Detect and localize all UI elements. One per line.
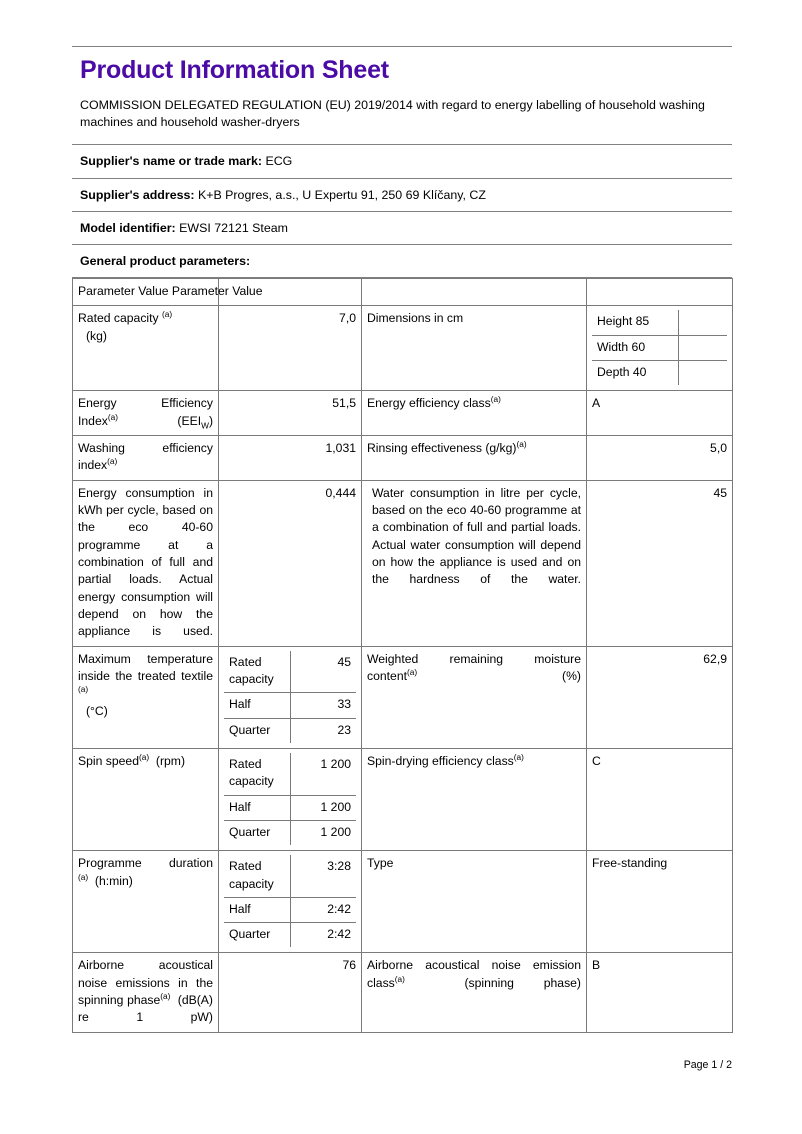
dimension-row-width <box>592 335 727 360</box>
regulation-subtitle: COMMISSION DELEGATED REGULATION (EU) 2019/2014 with regard to energy labelling of household washing machines and household washer-dryers <box>80 97 705 130</box>
rinsing-effectiveness-value: 5,0 <box>587 435 733 480</box>
energy-class-label-text: Energy efficiency class <box>367 396 491 411</box>
water-consumption-value: 45 <box>587 480 733 646</box>
footnote-marker: (a) <box>160 991 171 1002</box>
programme-duration-unit: (h:min) <box>94 873 133 888</box>
max-temp-half-value: 33 <box>290 693 356 718</box>
spin-speed-subtable-cell <box>219 748 362 850</box>
supplier-address-label: Supplier's address: <box>80 187 195 202</box>
spin-drying-class-label <box>362 748 587 850</box>
max-temp-quarter-label: Quarter <box>224 718 290 743</box>
max-temperature-label-text: Maximum temperature inside the treated textile <box>78 651 213 683</box>
dimension-width-value <box>678 335 727 360</box>
spin-half-value: 1 200 <box>290 795 356 820</box>
rated-capacity-label-text: Rated capacity <box>78 311 163 326</box>
dimension-depth-value <box>678 360 727 385</box>
model-identifier-row <box>72 212 732 245</box>
moisture-content-unit: (%) <box>562 668 581 683</box>
max-temperature-subtable-cell <box>219 646 362 748</box>
subrow-half <box>224 795 356 820</box>
supplier-address-value: K+B Progres, a.s., U Expertu 91, 250 69 Klíčany, CZ <box>197 187 486 202</box>
subrow-half <box>224 897 356 922</box>
footnote-marker: (a) <box>394 973 405 984</box>
duration-quarter-label: Quarter <box>224 923 290 948</box>
rated-capacity-unit: (kg) <box>86 328 107 343</box>
footnote-marker: (a) <box>78 684 89 695</box>
type-label: Type <box>362 851 587 953</box>
max-temp-half-label: Half <box>224 693 290 718</box>
subrow-rated-capacity <box>224 753 356 795</box>
page-title: Product Information Sheet <box>80 56 389 84</box>
programme-duration-label <box>73 851 219 953</box>
noise-class-label <box>362 953 587 1032</box>
footnote-marker: (a) <box>490 394 501 405</box>
airborne-noise-label-text: Airborne acoustical noise emissions in the spinning phase <box>78 958 213 1008</box>
spin-drying-class-label-text: Spin-drying efficiency class <box>367 753 514 768</box>
spin-speed-unit: (rpm) <box>155 753 186 768</box>
energy-consumption-value: 0,444 <box>219 480 362 646</box>
eei-subscript: W <box>201 420 209 431</box>
subrow-quarter <box>224 820 356 845</box>
rated-capacity-value: 7,0 <box>219 306 362 391</box>
dimensions-cell <box>587 306 733 391</box>
energy-consumption-label: Energy consumption in kWh per cycle, based on the eco 40-60 programme at a combination of full and partial loads. Actual energy consumption will depend on how the appliance is used. <box>73 480 219 646</box>
table-row-washing-efficiency <box>73 435 733 480</box>
rated-capacity-label <box>73 306 219 391</box>
table-row-energy-consumption <box>73 480 733 646</box>
footnote-marker: (a) <box>406 666 418 677</box>
general-parameters-table <box>72 278 733 1033</box>
max-temperature-unit: (°C) <box>86 703 108 718</box>
table-header-spacer-4 <box>587 278 733 305</box>
water-consumption-label: Water consumption in litre per cycle, based on the eco 40-60 programme at a combination of full and partial loads. Actual water consumption will depend on how the appliance is used and on the hardness of the water. <box>362 480 587 646</box>
spin-half-label: Half <box>224 795 290 820</box>
table-header-spacer-3 <box>362 278 587 305</box>
spin-drying-class-value: C <box>587 748 733 850</box>
footnote-marker: (a) <box>107 411 118 422</box>
airborne-noise-unit: (dB(A) re 1 pW) <box>78 993 213 1025</box>
dimension-row-height <box>592 310 727 335</box>
moisture-content-value: 62,9 <box>587 646 733 748</box>
energy-class-label <box>362 391 587 436</box>
airborne-noise-value: 76 <box>219 953 362 1032</box>
noise-class-phase: (spinning phase) <box>464 975 581 990</box>
washing-efficiency-value: 1,031 <box>219 435 362 480</box>
spin-quarter-label: Quarter <box>224 820 290 845</box>
footnote-marker: (a) <box>513 751 524 762</box>
spin-quarter-value: 1 200 <box>290 820 356 845</box>
washing-efficiency-label <box>73 435 219 480</box>
max-temp-rated-label: Rated capacity <box>224 651 290 693</box>
noise-class-label-text: Airborne acoustical noise emission class <box>367 958 581 990</box>
duration-rated-value: 3:28 <box>290 855 356 897</box>
rinsing-effectiveness-label-text: Rinsing effectiveness (g/kg) <box>367 440 517 455</box>
eei-label <box>73 391 219 436</box>
duration-half-value: 2:42 <box>290 897 356 922</box>
eei-unit-close: ) <box>208 413 213 428</box>
max-temp-quarter-value: 23 <box>290 718 356 743</box>
page-footer: Page 1 / 2 <box>683 1059 732 1071</box>
moisture-content-label <box>362 646 587 748</box>
subrow-rated-capacity <box>224 855 356 897</box>
dimensions-subtable <box>592 310 727 385</box>
spin-rated-label: Rated capacity <box>224 753 290 795</box>
rinsing-effectiveness-label <box>362 435 587 480</box>
airborne-noise-label <box>73 953 219 1032</box>
table-row-eei <box>73 391 733 436</box>
model-identifier-value: EWSI 72121 Steam <box>179 220 288 235</box>
duration-quarter-value: 2:42 <box>290 923 356 948</box>
dimension-height-value <box>678 310 727 335</box>
footnote-marker: (a) <box>107 456 118 467</box>
duration-half-label: Half <box>224 897 290 922</box>
dimensions-label: Dimensions in cm <box>362 306 587 391</box>
spin-speed-subtable <box>224 753 356 845</box>
dimension-row-depth <box>592 360 727 385</box>
programme-duration-subtable-cell <box>219 851 362 953</box>
spin-rated-value: 1 200 <box>290 753 356 795</box>
spin-speed-label <box>73 748 219 850</box>
footnote-marker: (a) <box>139 751 150 762</box>
type-value: Free-standing <box>587 851 733 953</box>
eei-unit: (EEI <box>177 413 202 428</box>
footnote-marker: (a) <box>162 309 173 320</box>
max-temp-rated-value: 45 <box>290 651 356 693</box>
programme-duration-label-text: Programme duration <box>78 856 213 871</box>
general-parameters-label: General product parameters: <box>80 253 251 268</box>
subrow-half <box>224 693 356 718</box>
energy-class-value: A <box>587 391 733 436</box>
table-header-label: Parameter Value Parameter Value <box>78 283 263 298</box>
moisture-content-label-text: Weighted remaining moisture content <box>367 651 581 683</box>
model-identifier-label: Model identifier: <box>80 220 176 235</box>
eei-value: 51,5 <box>219 391 362 436</box>
duration-rated-label: Rated capacity <box>224 855 290 897</box>
supplier-name-label: Supplier's name or trade mark: <box>80 154 262 169</box>
footnote-marker: (a) <box>516 438 527 449</box>
table-row-rated-capacity <box>73 306 733 391</box>
washing-efficiency-label-text: Washing efficiency index <box>78 440 213 473</box>
table-row-airborne-noise <box>73 953 733 1032</box>
supplier-name-row <box>72 145 732 178</box>
dimension-width: Width 60 <box>592 335 678 360</box>
table-row-programme-duration <box>73 851 733 953</box>
spin-speed-label-text: Spin speed <box>78 753 139 768</box>
footnote-marker: (a) <box>78 871 89 882</box>
product-information-sheet <box>72 46 732 1071</box>
programme-duration-subtable <box>224 855 356 947</box>
dimension-height: Height 85 <box>592 310 678 335</box>
max-temperature-label <box>73 646 219 748</box>
general-parameters-row <box>72 245 732 278</box>
dimension-depth: Depth 40 <box>592 360 678 385</box>
supplier-name-value: ECG <box>265 154 293 169</box>
table-header-row <box>73 278 733 305</box>
document-header <box>72 46 732 145</box>
noise-class-value: B <box>587 953 733 1032</box>
subrow-rated-capacity <box>224 651 356 693</box>
supplier-address-row <box>72 179 732 212</box>
max-temperature-subtable <box>224 651 356 743</box>
subrow-quarter <box>224 923 356 948</box>
table-row-max-temperature <box>73 646 733 748</box>
table-row-spin-speed <box>73 748 733 850</box>
eei-label-text: Energy Efficiency Index <box>78 396 213 428</box>
subrow-quarter <box>224 718 356 743</box>
